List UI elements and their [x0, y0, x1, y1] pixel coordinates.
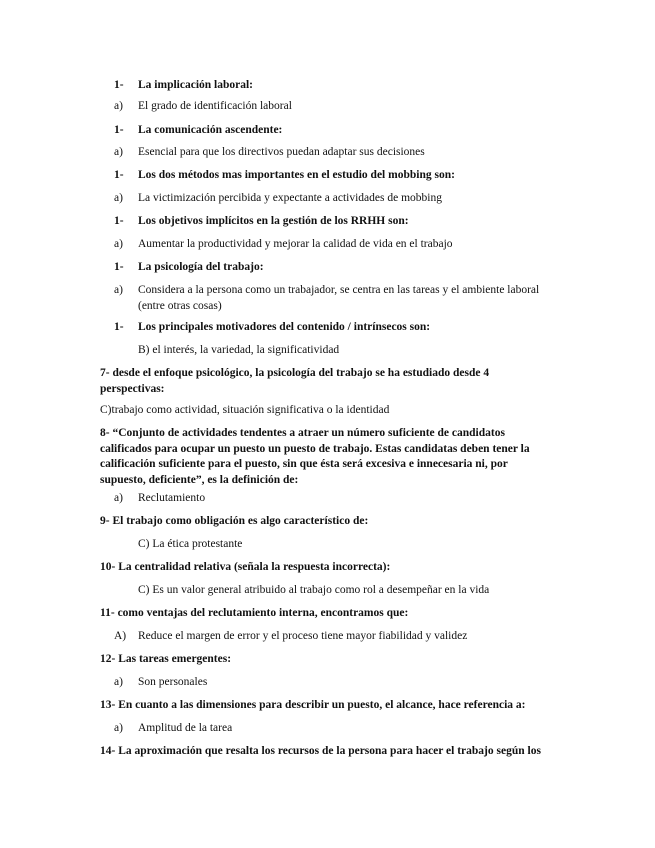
question-heading: 13- En cuanto a las dimensiones para describir un puesto, el alcance, hace referencia a: [100, 699, 526, 711]
answer-text: Reduce el margen de error y el proceso tiene mayor fiabilidad y validez [138, 630, 468, 642]
item-number: 1- [114, 124, 124, 136]
question-heading: 7- desde el enfoque psicológico, la psicología del trabajo se ha estudiado desde 4 perspectivas: [100, 367, 490, 395]
question-heading: Los principales motivadores del contenido / intrínsecos son: [138, 321, 431, 333]
answer-text: C)trabajo como actividad, situación significativa o la identidad [100, 404, 390, 416]
answer-text: B) el interés, la variedad, la significatividad [138, 344, 340, 356]
answer-letter: a) [114, 192, 123, 204]
answer-letter: a) [114, 100, 123, 112]
question-heading: Los objetivos implícitos en la gestión de los RRHH son: [138, 215, 409, 227]
question-heading: La comunicación ascendente: [138, 124, 283, 136]
item-number: 1- [114, 169, 124, 181]
answer-text: C) Es un valor general atribuido al trabajo como rol a desempeñar en la vida [138, 584, 490, 596]
question-heading: 14- La aproximación que resalta los recursos de la persona para hacer el trabajo según los [100, 745, 541, 757]
answer-letter: a) [114, 146, 123, 158]
answer-text: Reclutamiento [138, 492, 206, 504]
question-heading: La implicación laboral: [138, 79, 253, 91]
item-number: 1- [114, 215, 124, 227]
answer-letter: a) [114, 492, 123, 504]
question-heading: La psicología del trabajo: [138, 261, 264, 273]
answer-text: La victimización percibida y expectante a actividades de mobbing [138, 192, 442, 204]
question-heading: 11- como ventajas del reclutamiento interna, encontramos que: [100, 607, 409, 619]
item-number: 1- [114, 321, 124, 333]
question-heading: 9- El trabajo como obligación es algo característico de: [100, 515, 369, 527]
answer-text: Considera a la persona como un trabajador, se centra en las tareas y el ambiente laboral (entre otras cosas) [138, 284, 540, 312]
item-number: 1- [114, 79, 124, 91]
question-heading: 10- La centralidad relativa (señala la respuesta incorrecta): [100, 561, 391, 573]
answer-text: C) La ética protestante [138, 538, 243, 550]
question-heading: Los dos métodos mas importantes en el estudio del mobbing son: [138, 169, 455, 181]
answer-letter: a) [114, 284, 123, 296]
answer-text: Son personales [138, 676, 208, 688]
answer-letter: A) [114, 630, 127, 642]
question-heading: 8- “Conjunto de actividades tendentes a atraer un número suficiente de candidatos calificados para ocupar un puesto un puesto de trabajo. Estas candidatas deben tener la calificación suficiente para el puesto, sin que ésta será excesiva e innecesaria ni, por supuesto, deficiente”, es la definición de: [100, 427, 530, 486]
answer-text: Esencial para que los directivos puedan adaptar sus decisiones [138, 146, 425, 158]
answer-text: Amplitud de la tarea [138, 722, 233, 734]
answer-letter: a) [114, 238, 123, 250]
answer-letter: a) [114, 722, 123, 734]
answer-text: Aumentar la productividad y mejorar la calidad de vida en el trabajo [138, 238, 453, 250]
answer-letter: a) [114, 676, 123, 688]
item-number: 1- [114, 261, 124, 273]
question-heading: 12- Las tareas emergentes: [100, 653, 232, 665]
answer-text: El grado de identificación laboral [138, 100, 292, 112]
